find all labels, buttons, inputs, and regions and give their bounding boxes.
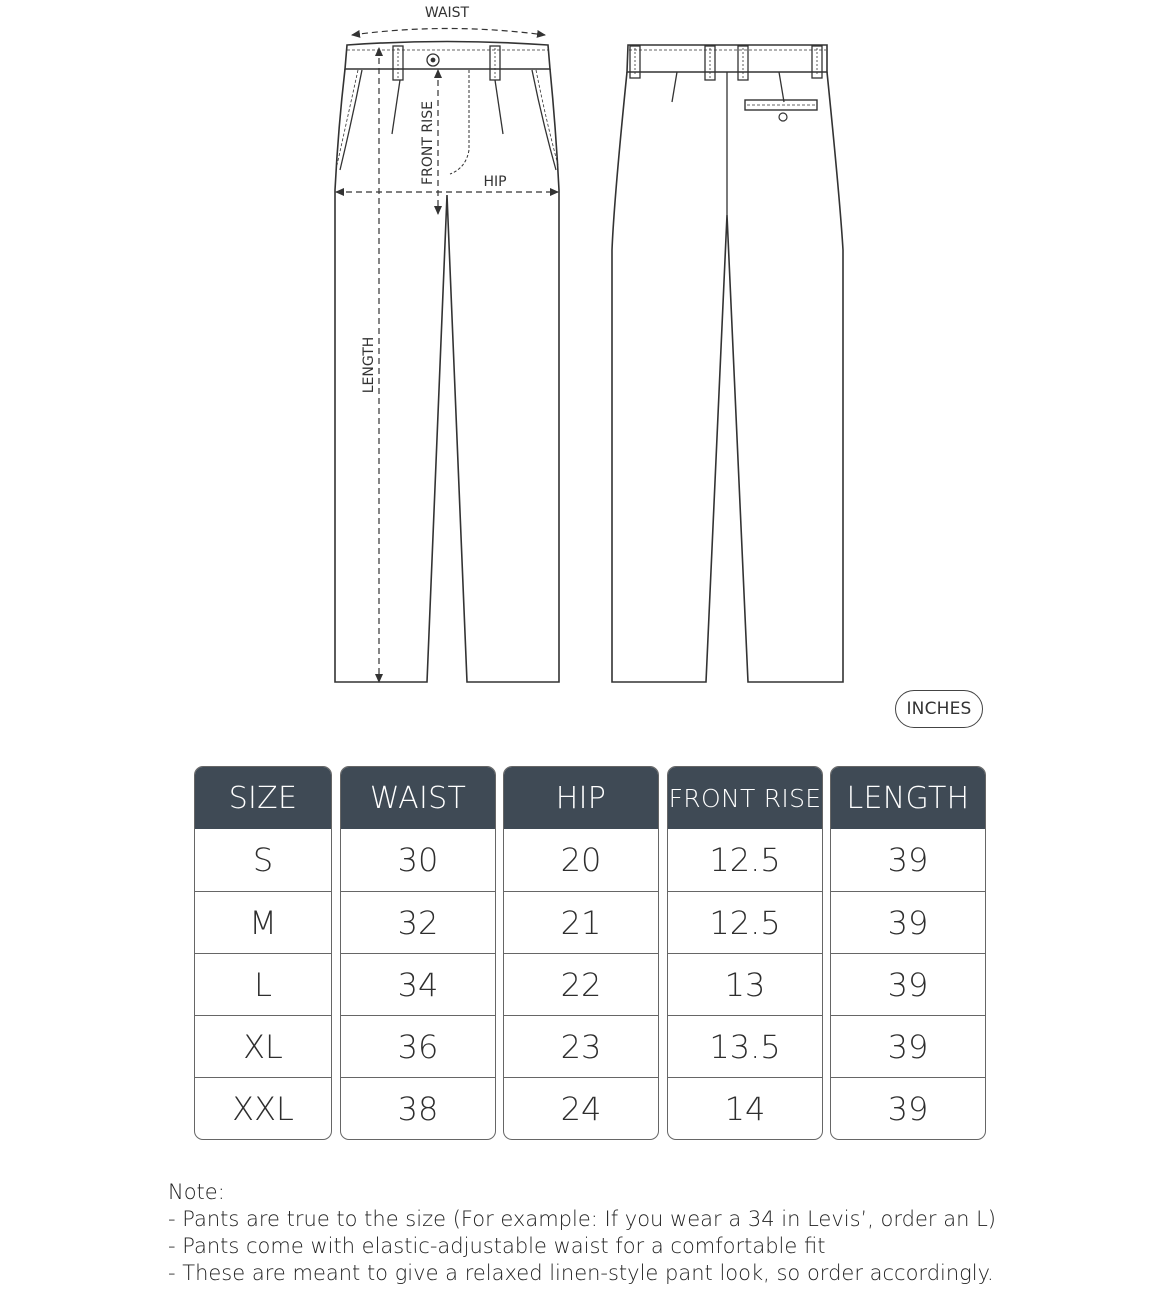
table-cell: 38 <box>341 1077 495 1139</box>
column-header-size: SIZE <box>195 767 331 829</box>
front-rise-column <box>667 766 823 1140</box>
front-rise-label: FRONT RISE <box>420 101 436 185</box>
table-cell: 39 <box>887 841 929 879</box>
table-cell: 12.5 <box>709 841 781 879</box>
table-cell: S <box>252 841 274 879</box>
column-header-hip: HIP <box>504 767 658 829</box>
size-column <box>194 766 332 1140</box>
table-cell: 34 <box>341 953 495 1015</box>
table-cell: 23 <box>504 1015 658 1077</box>
table-cell: 13 <box>668 953 822 1015</box>
table-cell: 36 <box>341 1015 495 1077</box>
table-cell: 12.5 <box>668 891 822 953</box>
table-cell: M <box>195 891 331 953</box>
table-cell: 32 <box>341 891 495 953</box>
back-view-pants <box>612 45 843 682</box>
column-header-waist: WAIST <box>341 767 495 829</box>
notes <box>168 1179 996 1287</box>
table-cell: 13.5 <box>668 1015 822 1077</box>
table-cell: 39 <box>831 953 985 1015</box>
table-cell: 39 <box>831 1015 985 1077</box>
table-cell: 21 <box>504 891 658 953</box>
table-cell: 39 <box>831 891 985 953</box>
length-label: LENGTH <box>361 336 377 394</box>
table-cell: L <box>195 953 331 1015</box>
table-cell: 22 <box>504 953 658 1015</box>
note-line: - These are meant to give a relaxed linen-style pant look, so order accordingly. <box>168 1261 994 1285</box>
notes-heading: Note: <box>168 1180 225 1204</box>
table-cell: 24 <box>504 1077 658 1139</box>
table-cell: 14 <box>668 1077 822 1139</box>
waist-column <box>340 766 496 1140</box>
table-cell: 39 <box>831 1077 985 1139</box>
note-line: - Pants come with elastic-adjustable waist for a comfortable fit <box>168 1234 826 1258</box>
waist-label: WAIST <box>424 5 470 21</box>
table-cell: XL <box>195 1015 331 1077</box>
hip-label: HIP <box>483 174 507 190</box>
column-header-length: LENGTH <box>831 767 985 829</box>
table-cell: 20 <box>560 841 602 879</box>
hip-column <box>503 766 659 1140</box>
waist-dimension-line <box>352 29 545 36</box>
unit-badge: INCHES <box>895 690 983 728</box>
column-header-front-rise: FRONT RISE <box>668 767 822 829</box>
length-column <box>830 766 986 1140</box>
table-cell: 30 <box>397 841 439 879</box>
table-cell: XXL <box>195 1077 331 1139</box>
note-line: - Pants are true to the size (For example: If you wear a 34 in Levis’, order an L) <box>168 1207 996 1231</box>
